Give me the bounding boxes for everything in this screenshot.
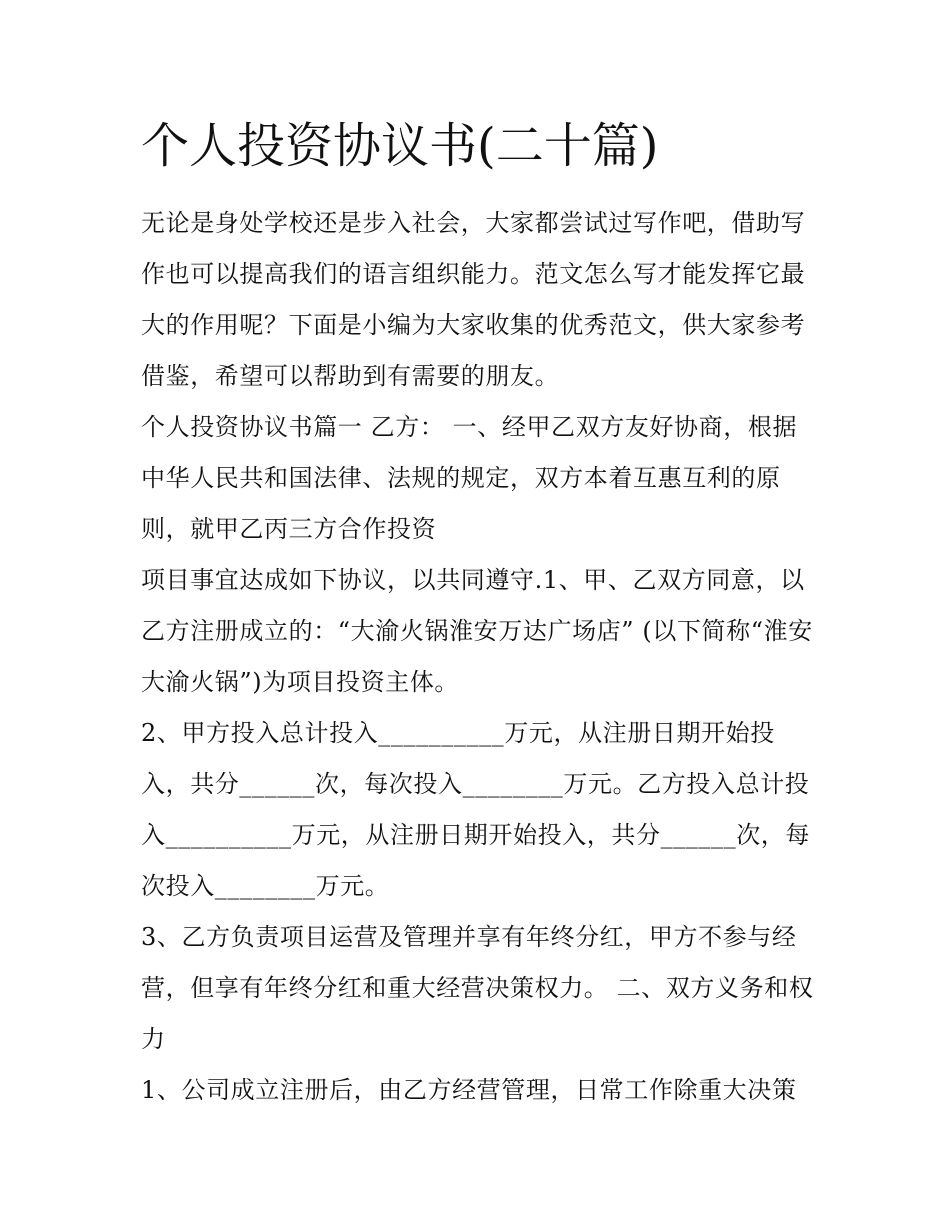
document-body xyxy=(141,112,821,1116)
paragraph-intro: 无论是身处学校还是步入社会，大家都尝试过写作吧，借助写作也可以提高我们的语言组织能力。范文怎么写才能发挥它最大的作用呢？下面是小编为大家收集的优秀范文，供大家参考借鉴，希望可以帮助到有需要的朋友。 xyxy=(141,209,806,390)
paragraph-project-agreement: 项目事宜达成如下协议，以共同遵守.1、甲、乙双方同意，以乙方注册成立的：“大渝火锅淮安万达广场店” (以下简称“淮安大渝火锅”)为项目投资主体。 xyxy=(141,566,813,696)
paragraph-management-rights: 3、乙方负责项目运营及管理并享有年终分红，甲方不参与经营，但享有年终分红和重大经营决策权力。 二、双方义务和权力 xyxy=(141,923,814,1053)
paragraph-company-management: 1、公司成立注册后，由乙方经营管理，日常工作除重大决策 xyxy=(141,1076,797,1104)
document-title: 个人投资协议书(二十篇) xyxy=(141,118,659,174)
paragraph-section-one: 个人投资协议书篇一 乙方： 一、经甲乙双方友好协商，根据中华人民共和国法律、法规的规定，双方本着互惠互利的原则，就甲乙丙三方合作投资 xyxy=(141,413,798,543)
paragraph-investment-terms: 2、甲方投入总计投入__________万元，从注册日期开始投入，共分______次，每次投入________万元。乙方投入总计投入__________万元，从注册日期开始投入，共分______次，每次投入________万元。 xyxy=(141,719,810,900)
